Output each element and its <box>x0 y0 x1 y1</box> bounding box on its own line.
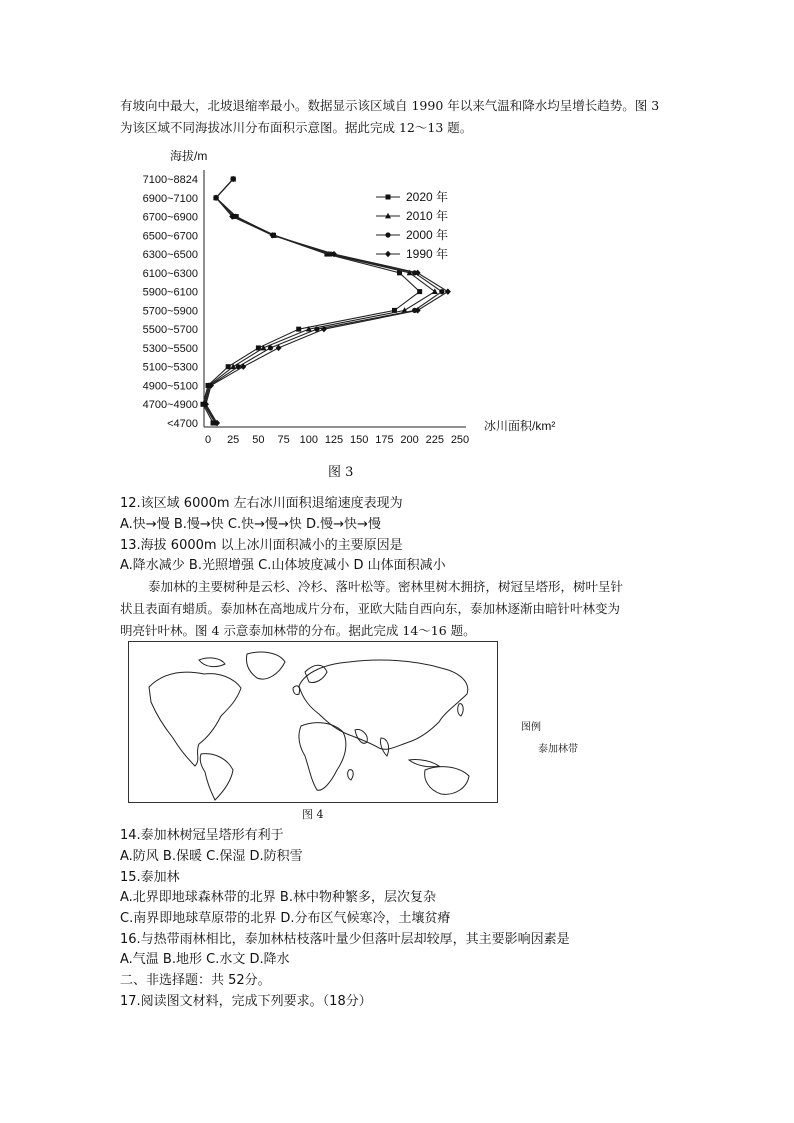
q12-stem: 12.该区域 6000m 左右冰川面积退缩速度表现为 <box>120 496 403 511</box>
y-tick-label: 5500~5700 <box>142 324 198 337</box>
data-point <box>417 289 422 294</box>
q14-options: A.防风 B.保暖 C.保湿 D.防积雪 <box>120 849 303 864</box>
map-legend-item: 泰加林带 <box>538 744 578 755</box>
data-point <box>432 288 438 294</box>
intro-line-2: 为该区域不同海拔冰川分布面积示意图。据此完成 12～13 题。 <box>120 120 473 135</box>
data-point <box>268 345 273 350</box>
q16-options: A.气温 B.地形 C.水文 D.降水 <box>120 952 290 967</box>
y-tick-label: 4900~5100 <box>142 380 198 393</box>
y-tick-label: 6900~7100 <box>142 192 198 205</box>
data-point <box>226 364 231 369</box>
y-tick-label: 6100~6300 <box>142 267 198 280</box>
y-axis-title: 海拔/m <box>170 149 208 163</box>
y-tick-label: 5300~5500 <box>142 342 198 355</box>
x-tick-label: 175 <box>375 434 394 446</box>
x-tick-label: 25 <box>227 434 240 446</box>
series-2010年 <box>201 176 438 426</box>
y-tick-label: 5700~5900 <box>142 305 198 318</box>
x-tick-labels <box>205 434 469 446</box>
map-legend-title: 图例 <box>521 722 541 733</box>
x-tick-label: 125 <box>324 434 344 446</box>
taiga-line-2: 状且表面有蜡质。泰加林在高地成片分布，亚欧大陆自西向东，泰加林逐渐由暗针叶林变为 <box>120 601 621 616</box>
data-point <box>296 327 301 332</box>
y-tick-label: 6300~6500 <box>142 249 198 262</box>
data-point <box>385 232 390 237</box>
data-point <box>439 289 444 294</box>
y-tick-label: 6500~6700 <box>142 230 198 243</box>
x-axis-title: 冰川面积/km² <box>484 419 556 433</box>
legend <box>376 189 448 261</box>
world-map <box>128 641 498 803</box>
q15-stem: 15.泰加林 <box>120 870 180 885</box>
figure-3-caption: 图 3 <box>328 465 354 480</box>
figure-4-caption: 图 4 <box>302 808 324 821</box>
world-map-outline <box>129 642 497 802</box>
x-tick-label: 75 <box>277 434 290 446</box>
y-tick-label: 4700~4900 <box>142 399 198 412</box>
taiga-line-1: 泰加林的主要树种是云杉、冷杉、落叶松等。密林里树木拥挤，树冠呈塔形，树叶呈针 <box>148 579 624 594</box>
x-tick-label: 0 <box>204 434 212 446</box>
x-tick-label: 50 <box>252 434 265 446</box>
data-point <box>445 288 451 294</box>
data-point <box>386 195 391 200</box>
y-tick-label: 5900~6100 <box>142 286 198 299</box>
x-tick-label: 100 <box>299 434 318 446</box>
data-point <box>385 251 391 257</box>
q13-options: A.降水减少 B.光照增强 C.山体坡度减小 D 山体面积减小 <box>120 558 446 573</box>
y-tick-label: <4700 <box>167 418 198 430</box>
x-tick-label: 250 <box>450 434 470 446</box>
q15-options-cd: C.南界即地球草原带的北界 D.分布区气候寒冷，土壤贫瘠 <box>120 911 451 926</box>
legend-label: 2010 年 <box>406 209 449 223</box>
glacier-area-chart <box>118 142 578 452</box>
y-tick-label: 6700~6900 <box>142 211 198 224</box>
x-tick-label: 200 <box>400 434 419 446</box>
q14-stem: 14.泰加林树冠呈塔形有利于 <box>120 828 284 843</box>
section-2-heading: 二、非选择题：共 52分。 <box>120 973 271 988</box>
q17-stem: 17.阅读图文材料，完成下列要求。（18分） <box>120 994 372 1009</box>
q16-stem: 16.与热带雨林相比，泰加林枯枝落叶量少但落叶层却较厚，其主要影响因素是 <box>120 932 570 947</box>
y-tick-label: 7100~8824 <box>142 174 198 186</box>
legend-label: 1990 年 <box>406 247 449 261</box>
y-tick-labels <box>143 174 198 430</box>
x-tick-label: 150 <box>350 434 369 446</box>
y-tick-label: 5100~5300 <box>142 361 198 374</box>
legend-label: 2000 年 <box>406 228 449 242</box>
taiga-line-3: 明亮针叶林。图 4 示意泰加林带的分布。据此完成 14～16 题。 <box>120 623 476 638</box>
intro-line-1: 有坡向中最大，北坡退缩率最小。数据显示该区域自 1990 年以来气温和降水均呈增长趋势。图 3 <box>120 98 660 113</box>
q13-stem: 13.海拔 6000m 以上冰川面积减小的主要原因是 <box>120 538 403 553</box>
legend-label: 2020 年 <box>406 190 449 204</box>
x-tick-label: 225 <box>425 434 444 446</box>
q12-options: A.快→慢 B.慢→快 C.快→慢→快 D.慢→快→慢 <box>120 517 381 532</box>
series-2020年 <box>200 177 422 426</box>
q15-options-ab: A.北界即地球森林带的北界 B.林中物种繁多，层次复杂 <box>120 890 436 905</box>
